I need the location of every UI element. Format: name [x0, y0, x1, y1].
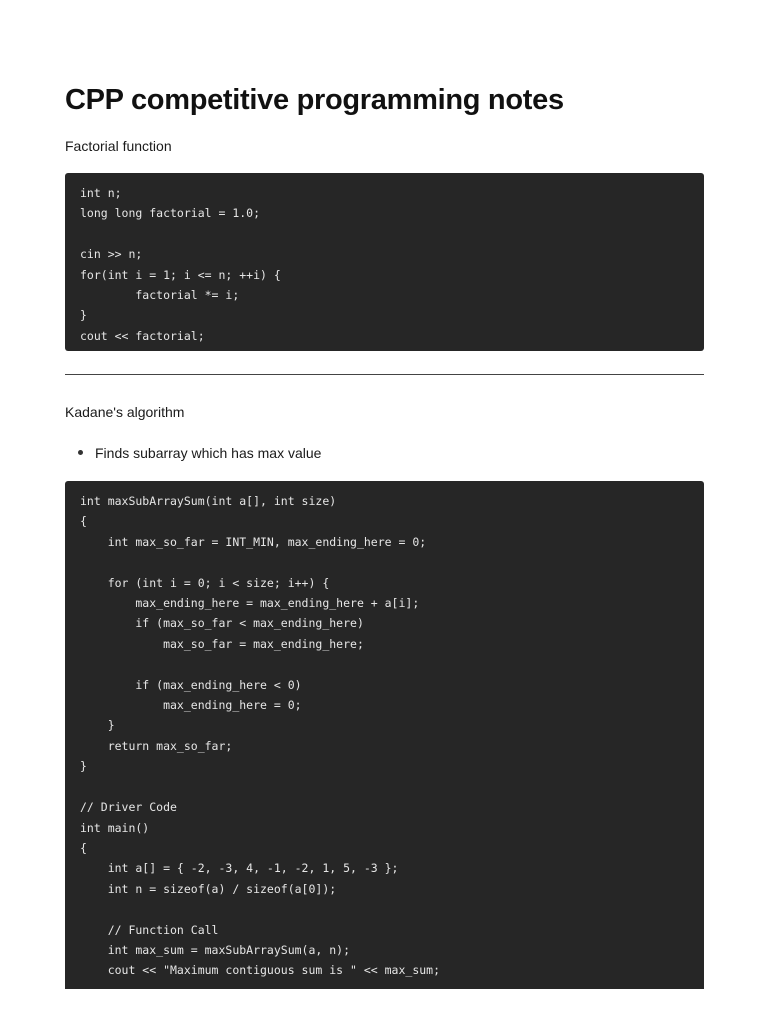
bullet-text: Finds subarray which has max value [95, 445, 322, 461]
kadane-code-block[interactable] [65, 481, 704, 989]
factorial-code: int n; long long factorial = 1.0; cin >> n; for(int i = 1; i <= n; ++i) { factorial *= i; } cout << factorial; [80, 186, 281, 343]
bullet-dot-icon [78, 450, 83, 455]
factorial-heading: Factorial function [65, 138, 172, 154]
section-divider [65, 374, 704, 375]
page-title: CPP competitive programming notes [65, 84, 564, 116]
kadane-bullet-list [65, 444, 321, 462]
list-item [65, 444, 321, 462]
factorial-code-block[interactable] [65, 173, 704, 351]
kadane-heading: Kadane's algorithm [65, 404, 185, 420]
kadane-code: int maxSubArraySum(int a[], int size) { int max_so_far = INT_MIN, max_ending_here = 0; for (int i = 0; i < size; i++) { max_ending_here = max_ending_here + a[i]; if (max_so_far < max_ending_here) max_so_far = max_ending_here; if (max_ending_here < 0) max_ending_here = 0; } return max_so_far; } // Driver Code int main() { int a[] = { -2, -3, 4, -1, -2, 1, 5, -3 }; int n = sizeof(a) / sizeof(a[0]); // Function Call int max_sum = maxSubArraySum(a, n); cout << "Maximum contiguous sum is " << max_sum; [80, 494, 441, 978]
